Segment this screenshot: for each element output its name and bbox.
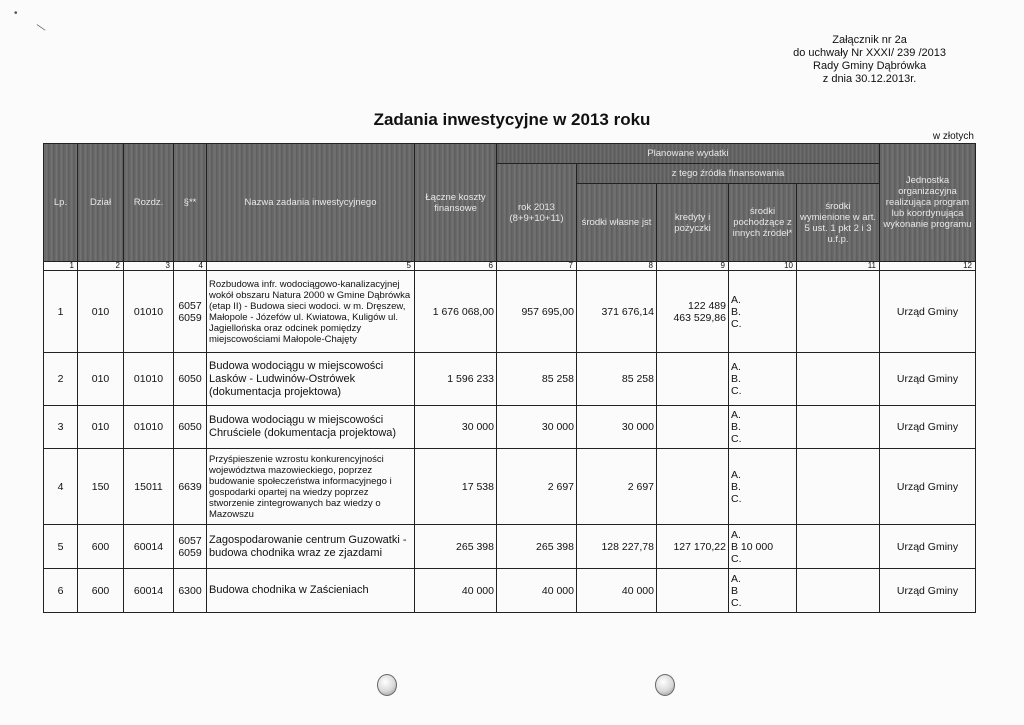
cell-year: 265 398 (497, 525, 577, 569)
cell-total-cost: 1 676 068,00 (415, 271, 497, 353)
scan-mark: • (14, 8, 18, 19)
cell-year: 2 697 (497, 449, 577, 525)
cell-lp: 1 (44, 271, 78, 353)
cell-total-cost: 265 398 (415, 525, 497, 569)
currency-unit: w złotych (932, 131, 974, 142)
cell-rozdz: 60014 (124, 569, 174, 613)
table-row (44, 353, 976, 406)
header-lp: Lp. (44, 144, 78, 262)
cell-rozdz: 01010 (124, 271, 174, 353)
cell-total-cost: 40 000 (415, 569, 497, 613)
investment-table (43, 143, 976, 613)
cell-credits (657, 449, 729, 525)
cell-unit: Urząd Gminy (880, 525, 976, 569)
column-number: 1 (44, 262, 78, 271)
cell-unit: Urząd Gminy (880, 353, 976, 406)
cell-year: 85 258 (497, 353, 577, 406)
scan-mark: — (33, 20, 49, 35)
cell-task-name: Rozbudowa infr. wodociągowo-kanalizacyjnej wokół obszaru Natura 2000 w Gmine Dąbrówka (etap II) - Budowa sieci wodoci. w m. Dręszew, Małopole - Józefów ul. Kwiatowa, Kuligów ul. Jagiellońska oraz odcinek pomiędzy miejscowościami Małopole-Chajęty (207, 271, 415, 353)
annex-line: z dnia 30.12.2013r. (822, 73, 917, 85)
header-year: rok 2013 (8+9+10+11) (497, 164, 577, 262)
cell-own-funds: 85 258 (577, 353, 657, 406)
cell-lp: 3 (44, 406, 78, 449)
cell-year: 957 695,00 (497, 271, 577, 353)
header-total-cost: Łączne koszty finansowe (415, 144, 497, 262)
header-sources: z tego źródła finansowania (577, 164, 880, 184)
page-title: Zadania inwestycyjne w 2013 roku (373, 110, 651, 129)
column-number: 10 (729, 262, 797, 271)
column-number: 4 (174, 262, 207, 271)
cell-rozdz: 60014 (124, 525, 174, 569)
cell-dzial: 010 (78, 353, 124, 406)
cell-task-name: Budowa wodociągu w miejscowości Chruściele (dokumentacja projektowa) (207, 406, 415, 449)
table-row (44, 406, 976, 449)
column-number: 8 (577, 262, 657, 271)
cell-credits: 122 489 463 529,86 (657, 271, 729, 353)
column-number: 11 (797, 262, 880, 271)
cell-dzial: 600 (78, 525, 124, 569)
table-row (44, 569, 976, 613)
cell-eu-funds (797, 353, 880, 406)
binder-hole (377, 674, 397, 696)
cell-task-name: Przyśpieszenie wzrostu konkurencyjności województwa mazowieckiego, poprzez budowanie społeczeństwa informacyjnego i gospodarki opartej na wiedzy poprzez stworzenie zintegrowanych baz wiedzy o Mazowszu (207, 449, 415, 525)
column-number: 2 (78, 262, 124, 271)
cell-other-sources: A. B. C. (729, 406, 797, 449)
header-paragraph: §** (174, 144, 207, 262)
cell-unit: Urząd Gminy (880, 406, 976, 449)
table-row (44, 271, 976, 353)
header-planned: Planowane wydatki (497, 144, 880, 164)
cell-dzial: 010 (78, 271, 124, 353)
cell-task-name: Zagospodarowanie centrum Guzowatki - budowa chodnika wraz ze zjazdami (207, 525, 415, 569)
header-rozdz: Rozdz. (124, 144, 174, 262)
column-number: 5 (207, 262, 415, 271)
header-dzial: Dział (78, 144, 124, 262)
cell-other-sources: A. B. C. (729, 353, 797, 406)
cell-unit: Urząd Gminy (880, 569, 976, 613)
cell-own-funds: 128 227,78 (577, 525, 657, 569)
cell-own-funds: 30 000 (577, 406, 657, 449)
annex-line: do uchwały Nr XXXI/ 239 /2013 (793, 47, 946, 59)
cell-eu-funds (797, 271, 880, 353)
header-credits: kredyty i pożyczki (657, 184, 729, 262)
column-number-row (44, 262, 976, 271)
cell-rozdz: 15011 (124, 449, 174, 525)
cell-other-sources: A. B C. (729, 569, 797, 613)
header-other-sources: środki pochodzące z innych źródeł* (729, 184, 797, 262)
header-unit: Jednostka organizacyjna realizująca program lub koordynująca wykonanie programu (880, 144, 976, 262)
cell-other-sources: A. B. C. (729, 271, 797, 353)
cell-lp: 6 (44, 569, 78, 613)
annex-header (793, 34, 946, 86)
cell-paragraph: 6057 6059 (174, 271, 207, 353)
annex-line: Rady Gminy Dąbrówka (813, 60, 927, 72)
cell-paragraph: 6050 (174, 406, 207, 449)
cell-total-cost: 30 000 (415, 406, 497, 449)
header-eu-funds: środki wymienione w art. 5 ust. 1 pkt 2 i 3 u.f.p. (797, 184, 880, 262)
cell-eu-funds (797, 406, 880, 449)
cell-dzial: 150 (78, 449, 124, 525)
header-own-funds: środki własne jst (577, 184, 657, 262)
cell-lp: 2 (44, 353, 78, 406)
cell-credits (657, 353, 729, 406)
cell-paragraph: 6057 6059 (174, 525, 207, 569)
cell-own-funds: 2 697 (577, 449, 657, 525)
cell-task-name: Budowa chodnika w Zaścieniach (207, 569, 415, 613)
cell-eu-funds (797, 449, 880, 525)
cell-unit: Urząd Gminy (880, 449, 976, 525)
cell-rozdz: 01010 (124, 406, 174, 449)
cell-task-name: Budowa wodociągu w miejscowości Lasków - Ludwinów-Ostrówek (dokumentacja projektowa) (207, 353, 415, 406)
cell-paragraph: 6300 (174, 569, 207, 613)
cell-own-funds: 371 676,14 (577, 271, 657, 353)
cell-other-sources: A. B 10 000 C. (729, 525, 797, 569)
column-number: 12 (880, 262, 976, 271)
cell-eu-funds (797, 569, 880, 613)
cell-total-cost: 1 596 233 (415, 353, 497, 406)
cell-other-sources: A. B. C. (729, 449, 797, 525)
cell-rozdz: 01010 (124, 353, 174, 406)
cell-total-cost: 17 538 (415, 449, 497, 525)
cell-lp: 4 (44, 449, 78, 525)
column-number: 3 (124, 262, 174, 271)
cell-paragraph: 6050 (174, 353, 207, 406)
cell-lp: 5 (44, 525, 78, 569)
cell-credits (657, 569, 729, 613)
cell-year: 40 000 (497, 569, 577, 613)
cell-paragraph: 6639 (174, 449, 207, 525)
cell-credits: 127 170,22 (657, 525, 729, 569)
cell-year: 30 000 (497, 406, 577, 449)
cell-dzial: 010 (78, 406, 124, 449)
column-number: 9 (657, 262, 729, 271)
cell-own-funds: 40 000 (577, 569, 657, 613)
column-number: 7 (497, 262, 577, 271)
cell-dzial: 600 (78, 569, 124, 613)
cell-unit: Urząd Gminy (880, 271, 976, 353)
cell-credits (657, 406, 729, 449)
binder-hole (655, 674, 675, 696)
column-number: 6 (415, 262, 497, 271)
table-row (44, 449, 976, 525)
annex-line: Załącznik nr 2a (832, 34, 907, 46)
header-task-name: Nazwa zadania inwestycyjnego (207, 144, 415, 262)
cell-eu-funds (797, 525, 880, 569)
table-row (44, 525, 976, 569)
